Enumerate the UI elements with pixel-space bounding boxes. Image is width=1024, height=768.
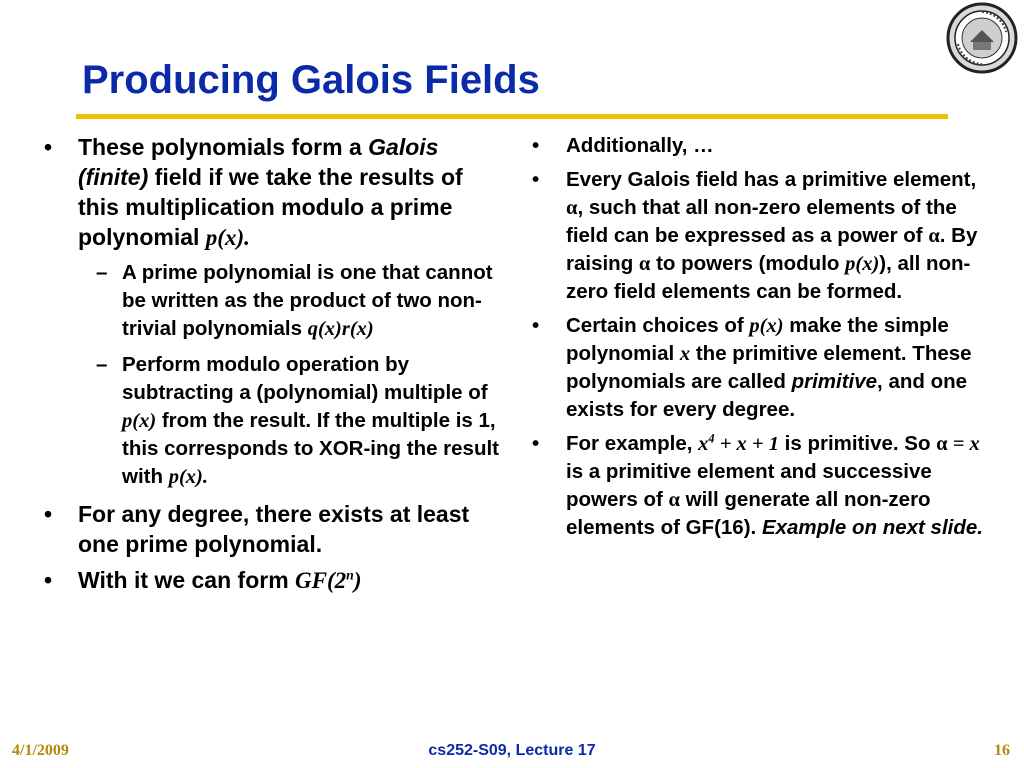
bullet-marker: • [44,501,53,527]
bullet-marker: • [44,567,53,593]
slide-title: Producing Galois Fields [82,58,540,102]
left-bullet-galois-field: • These polynomials form a Galois (finite) field if we take the results of this multiplication modulo a prime polynomial p(x). [44,134,463,250]
university-seal-logo [946,2,1018,74]
right-bullet-additionally: • Additionally, … [532,132,994,160]
dash-marker: – [96,261,108,284]
bullet-marker: • [532,314,540,337]
bullet-marker: • [532,432,540,455]
right-bullet-example: • For example, $x^4 + x + 1$ is primitive. So α = x is a primitive element and successive powers of α will generate all non-zero elements of GF(16). Example on next slide. [532,431,983,539]
title-underline [76,114,948,119]
right-bullet-primitive-element: • Every Galois field has a primitive element, α, such that all non-zero elements of the field can be expressed as a power of α. By raising α to powers (modulo p(x)), all non-zero field elements can be formed. [532,168,978,303]
bullet-marker: • [532,168,540,191]
left-column [44,132,504,602]
bullet-marker: • [44,134,53,160]
bullet-marker: • [532,134,540,157]
left-subbullet-prime-polynomial: – A prime polynomial is one that cannot be written as the product of two non-trivial polynomials q(x)r(x) [96,261,493,340]
left-subbullet-modulo-operation: – Perform modulo operation by subtracting a (polynomial) multiple of p(x) from the result. If the multiple is 1, this corresponds to XOR-ing the result with p(x). [96,353,500,488]
footer-course: cs252-S09, Lecture 17 [428,742,596,759]
dash-marker: – [96,353,108,376]
right-column [532,132,994,548]
footer-date: 4/1/2009 [12,742,69,759]
right-bullet-certain-choices: • Certain choices of p(x) make the simple polynomial x the primitive element. These polynomials are called primitive, and one exists for every degree. [532,314,972,421]
left-bullet-any-degree: • For any degree, there exists at least one prime polynomial. [44,501,470,557]
footer-page-number: 16 [994,742,1010,759]
left-bullet-form-gf: • With it we can form GF(2$^n$) [44,567,362,593]
